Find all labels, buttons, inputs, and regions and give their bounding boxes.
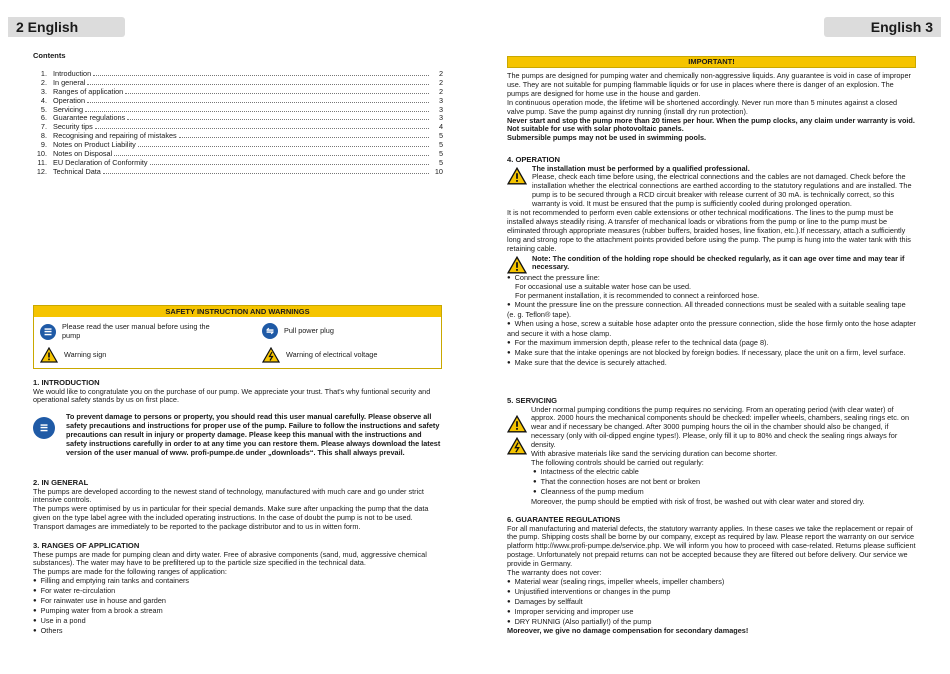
list-item: ● Filling and emptying rain tanks and containers [33,577,442,587]
toc-leader [138,146,429,147]
warning-voltage-item [262,347,440,363]
table-of-contents [33,70,443,177]
servicing-text: Under normal pumping conditions the pump requires no servicing. From an operating period (with clear water) of approx. 2000 hours the mechanical components should be checked: impeller wheels, chambers, sealing rings etc. on wear and if necessary be changed. After 3000 pumping hours the oil in the chamber should also be changed, if necessary (only with oil-dipped engine types!). Please, only fill it up to 80% and check the sealing rings always for density. [531,404,910,450]
contents-title: Contents [33,51,66,60]
guarantee-final: Moreover, we give no damage compensation for secondary damages! [507,626,749,636]
toc-leader [114,155,429,156]
important-text-3: Never start and stop the pump more than 20 times per hour. When the pump clocks, any claim under warranty is void. Not suitable for use with solar photovoltaic panels. [507,115,915,134]
warning-sign-text: Warning sign [64,349,107,359]
important-text-4: Submersible pumps may not be used in swimming pools. [507,133,707,143]
important-banner: IMPORTANT! [507,56,916,68]
warning-sign-item [40,347,218,363]
read-manual-notice [33,413,442,458]
introduction-text: We would like to congratulate you on the purchase of our pump. We appreciate your trust. That's why funtional security and operational safety stands by us on first place. [33,386,431,405]
toc-page: 5 [438,157,443,167]
general-text-1: The pumps are developed according to the newest stand of technology, manufactured with much care and go under strict intensive controls. [33,486,424,505]
toc-leader [93,75,429,76]
toc-leader [87,84,429,85]
pull-plug-item [262,323,438,339]
toc-leader [127,119,429,120]
general-title: 2. IN GENERAL [33,478,89,487]
important-text-1: The pumps are designed for pumping water and chemically non-aggressive liquids. Any guarantee is void in case of improper use. They are not suitable for pumping flammable liquids or for use in places where there is danger of an explosion. The pumps are designed for home use in the house and garden. [507,71,911,98]
warning-triangle-icon [507,256,527,274]
ranges-list [33,577,442,636]
toc-label: Notes on Product Liability [53,140,136,150]
toc-label: Introduction [53,69,92,78]
list-item: ● Use in a pond [33,617,442,627]
toc-page: 3 [438,95,443,105]
toc-page: 4 [438,122,443,132]
toc-number: 4. [40,95,47,105]
list-item-sub: For permanent installation, it is recommended to connect a reinforced hose. [515,291,760,301]
list-item: ● Material wear (sealing rings, impeller wheels, impeller chambers) [507,578,916,588]
toc-leader [87,102,429,103]
toc-label: In general [53,77,86,87]
toc-row [33,97,443,106]
safety-instructions-box [33,305,442,369]
list-item: ● Cleanness of the pump medium [533,488,916,498]
list-item: ● Make sure that the intake openings are not blocked by foreign bodies. If necessary, place the unit on a firm, level surface. [507,349,916,359]
servicing-section [507,396,916,506]
servicing-list [531,468,916,498]
toc-page: 5 [438,149,443,159]
list-item: ● Damages by selffault [507,598,916,608]
introduction-title: 1. INTRODUCTION [33,378,100,387]
toc-number: 12. [36,166,47,176]
toc-number: 7. [40,122,47,132]
page-header: 2 English [8,17,125,37]
manual-notice-text: To prevent damage to persons or property, you should read this user manual carefully. Please observe all safety precautions and instructions for proper use of the pump. Failure to follow the instructions and safety precautions can result in injury or property damage. Please keep this manual with the instructions and safety instructions carefully in order to at any time you can restore them. Please always download the latest version of the user manual of www. profi-pumpe.de under „downloads“. This shall always prevail. [66,412,441,457]
toc-row [33,70,443,79]
servicing-title: 5. SERVICING [507,396,558,405]
toc-label: Recognising and repairing of mistakes [53,131,177,141]
list-item: ● Connect the pressure line: [507,274,916,284]
toc-leader [103,173,429,174]
ranges-text-1: These pumps are made for pumping clean and dirty water. Free of abrasive components (sand, mud, aggressive chemical substances). The water may have to be prefiltered up to the particle size specified in the technical data. [33,549,427,568]
toc-label: EU Declaration of Conformity [53,157,148,167]
toc-page: 3 [438,113,443,123]
servicing-controls: The following controls should be carried out regularly: [531,457,704,467]
ranges-text-2: The pumps are made for the following ranges of application: [33,567,227,577]
toc-number: 8. [40,131,47,141]
toc-leader [125,93,429,94]
warning-triangle-icon [507,415,527,433]
toc-page: 3 [438,104,443,114]
operation-warning-text: Please, check each time before using, the electrical connections and the cables are not damaged. Check before the installation whether the electrical connections are earthed according to the statutory regulations and are installed. The pump is to be secured through a RCD circuit breaker with release current of 30 mA. is technically correct, so this warranty is void. It must be ensured that the pump is sufficiently cooled during prolonged operation. [532,172,912,209]
toc-row [33,114,443,123]
warning-triangle-icon [40,347,58,363]
toc-number: 3. [40,86,47,96]
list-item: ● When using a hose, screw a suitable hose adapter onto the pressure connection, slide the hose firmly onto the hose adapter and secure it with a hose clamp. [507,320,916,339]
list-item: ● Others [33,627,442,637]
toc-row [33,88,443,97]
ranges-title: 3. RANGES OF APPLICATION [33,541,140,550]
list-item: ● That the connection hoses are not bent or broken [533,478,916,488]
toc-page: 5 [438,131,443,141]
servicing-frost: Moreover, the pump should be emptied with risk of frost, be washed out with clear water and stored dry. [531,496,865,506]
read-manual-text: Please read the user manual before using the pump [62,322,210,340]
pull-plug-icon: ⇋ [262,323,278,339]
safety-title: SAFETY INSTRUCTION AND WARNINGS [34,306,441,317]
list-item: ● Pumping water from a brook a stream [33,607,442,617]
list-item: ● For rainwater use in house and garden [33,597,442,607]
electrical-voltage-icon [262,347,280,363]
ranges-section [33,541,442,637]
toc-label: Technical Data [53,166,101,176]
toc-row [33,168,443,177]
operation-warning-title: The installation must be performed by a qualified professional. [532,163,750,173]
toc-number: 10. [36,149,47,159]
list-item: ● DRY RUNNIG (Also partially!) of the pump [507,618,916,628]
general-section [33,478,442,532]
page-header: English 3 [824,17,941,37]
important-text-2: In continuous operation mode, the lifetime will be shortened accordingly. Never run more than 5 minutes against a closed valve pump. Save the pump against dry running (install dry run protection). [507,97,898,116]
list-item: ● Mount the pressure line on the pressure connection. All threaded connections must be sealed with a suitable sealing tape (e. g. Teflon® tape). [507,301,916,320]
toc-label: Security tips [53,122,93,132]
read-manual-icon: ☰ [40,324,56,340]
list-item: ● Unjustified interventions or changes in the pump [507,588,916,598]
operation-section [507,155,916,369]
list-item-sub: For occasional use a suitable water hose can be used. [515,282,692,292]
toc-page: 2 [438,69,443,78]
toc-label: Notes on Disposal [53,149,113,159]
toc-number: 1. [40,69,47,78]
introduction-section [33,378,442,405]
toc-number: 5. [40,104,47,114]
list-item: ● For the maximum immersion depth, please refer to the technical data (page 8). [507,339,916,349]
guarantee-text: For all manufacturing and material defects, the statutory warranty applies. In these cases we take the replacement or repair of the pump. Shipping costs shall be borne by our company, except as required by law. Please report the warranty on our service platform http://www.profi-pumpe.de/service.php. We will inform you how to proceed with case-related. Returns please sufficient postage. Unfortunately not prepaid returns can not be accepted because they are filtered out before delivery. Our service we provide in Germany. [507,523,916,569]
toc-leader [85,111,429,112]
guarantee-list [507,578,916,628]
electrical-voltage-icon [507,437,527,455]
toc-number: 6. [40,113,47,123]
pull-plug-text: Pull power plug [284,325,334,335]
toc-page: 2 [438,86,443,96]
manual-notice-icon: ☰ [33,417,55,439]
guarantee-not-cover: The warranty does not cover: [507,568,602,578]
guarantee-title: 6. GUARANTEE REGULATIONS [507,515,621,524]
general-text-2: The pumps were optimised by us in particular for their special demands. Make sure after unpacking the pump that the data given on the type label agree with the included operating instructions. In the case of doubt the pump is not to be used. Transport damages are immediately to be reported to the package distributor and to us in witten form. [33,504,429,532]
toc-label: Guarantee regulations [53,113,126,123]
read-manual-item [40,323,216,341]
guarantee-section [507,515,916,636]
toc-page: 10 [434,166,443,176]
toc-number: 11. [37,157,47,167]
rope-note: Note: The condition of the holding rope should be checked regularly, as it can age over time and may tear if necessary. [532,253,905,272]
servicing-abrasive: With abrasive materials like sand the servicing duration can become shorter. [531,449,778,459]
toc-page: 5 [438,140,443,150]
toc-leader [179,137,429,138]
list-item: ● Intactness of the electric cable [533,468,916,478]
toc-label: Servicing [53,104,84,114]
warning-triangle-icon [507,167,527,185]
list-item: ● Improper servicing and improper use [507,608,916,618]
operation-text: It is not recommended to perform even cable extensions or other technical modifications. The lines to the pump must be installed always steadily rising. A transfer of mechanical loads or vibrations from the pump or line to the pump must be eliminated through appropriate measures (rubber buffers, braided hoses, line fixation, etc.).If necessary, attach a sufficiently long and strong rope to the attachment points provided before using the pump. The pump is hung into the water tank with this retaining cable. [507,208,911,253]
toc-number: 9. [40,140,47,150]
toc-leader [150,164,430,165]
toc-page: 2 [438,77,443,87]
list-item: ● Make sure that the device is securely attached. [507,359,916,369]
warning-voltage-text: Warning of electrical voltage [286,349,378,359]
toc-label: Operation [53,95,86,105]
toc-leader [95,128,429,129]
important-section [507,72,916,143]
list-item: ● For water re-circulation [33,587,442,597]
operation-title: 4. OPERATION [507,155,561,164]
toc-label: Ranges of application [53,86,124,96]
toc-number: 2. [40,77,47,87]
